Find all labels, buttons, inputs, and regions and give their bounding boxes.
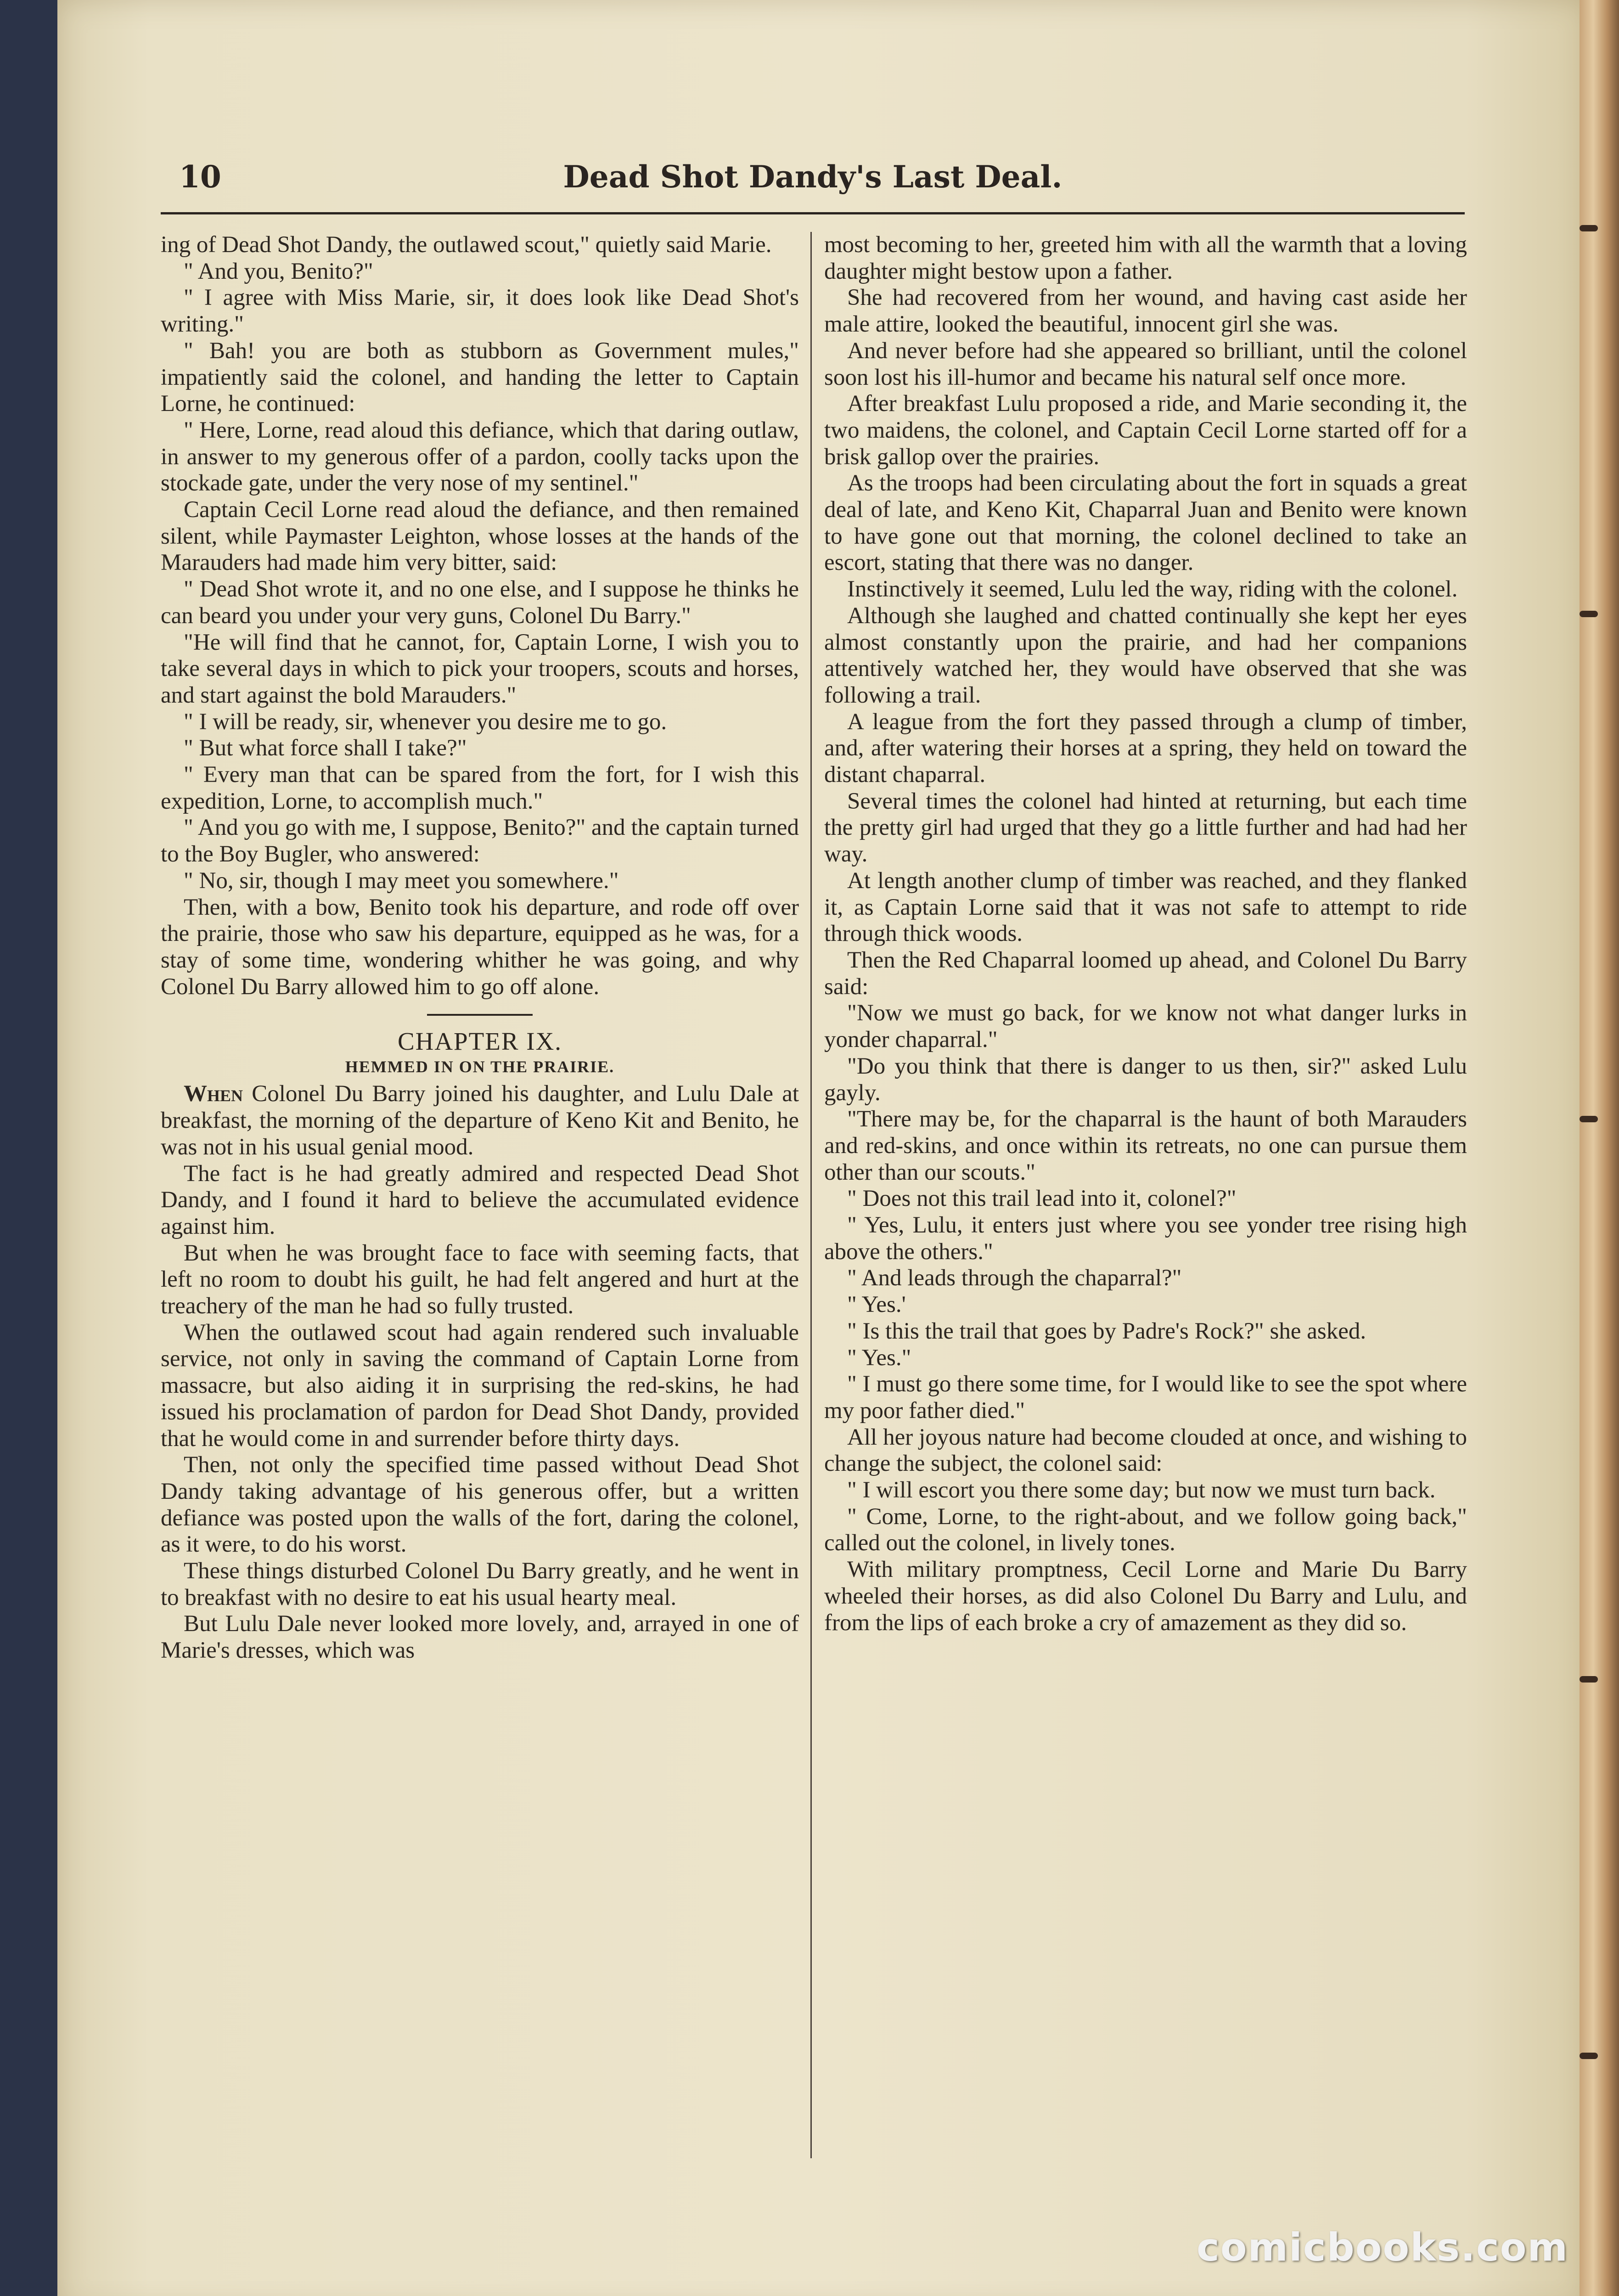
paragraph: "Do you think that there is danger to us then, sir?" asked Lulu gayly. bbox=[824, 1053, 1467, 1106]
paragraph: At length another clump of timber was reached, and they flanked it, as Captain Lorne said that it was not safe to attempt to ride through thick woods. bbox=[824, 867, 1467, 947]
paragraph: " And you go with me, I suppose, Benito?" and the captain turned to the Boy Bugler, who answered: bbox=[161, 815, 799, 867]
paragraph: When the outlawed scout had again rendered such invaluable service, not only in saving the command of Captain Lorne from massacre, but also aiding it in surprising the red-skins, he had issued his proclamation of pardon for Dead Shot Dandy, provided that he would come in and surrender before thirty days. bbox=[161, 1319, 799, 1452]
paragraph: But Lulu Dale never looked more lovely, and, arrayed in one of Marie's dresses, which was bbox=[161, 1611, 799, 1664]
running-title: Dead Shot Dandy's Last Deal. bbox=[563, 159, 1062, 195]
header-rule bbox=[161, 212, 1465, 214]
chapter-opening-text: Colonel Du Barry joined his daughter, and Lulu Dale at breakfast, the morning of the departure of Keno Kit and Benito, he was not in his usual genial mood. bbox=[161, 1081, 799, 1160]
page-number: 10 bbox=[179, 159, 221, 195]
paragraph: But when he was brought face to face with seeming facts, that left no room to doubt his guilt, he had felt angered and hurt at the treachery of the man he had so fully trusted. bbox=[161, 1240, 799, 1319]
page-header bbox=[161, 152, 1465, 202]
paragraph: " Every man that can be spared from the fort, for I wish this expedition, Lorne, to accomplish much." bbox=[161, 762, 799, 814]
paragraph: After breakfast Lulu proposed a ride, and Marie seconding it, the two maidens, the colonel, and Captain Cecil Lorne started off for a brisk gallop over the prairies. bbox=[824, 391, 1467, 470]
paragraph: " No, sir, though I may meet you somewhere." bbox=[184, 867, 619, 894]
paragraph: All her joyous nature had become clouded at once, and wishing to change the subject, the colonel said: bbox=[824, 1424, 1467, 1477]
paragraph: " I will be ready, sir, whenever you desire me to go. bbox=[184, 709, 667, 735]
paragraph: " I agree with Miss Marie, sir, it does look like Dead Shot's writing." bbox=[161, 285, 799, 338]
book-spine bbox=[1580, 0, 1619, 2296]
paragraph: " Bah! you are both as stubborn as Government mules," impatiently said the colonel, and handing the letter to Captain Lorne, he continued: bbox=[161, 338, 799, 417]
chapter-subtitle: HEMMED IN ON THE PRAIRIE. bbox=[345, 1058, 615, 1076]
paragraph: " Come, Lorne, to the right-about, and we follow going back," called out the colonel, in lively tones. bbox=[824, 1503, 1467, 1556]
paragraph: "Now we must go back, for we know not what danger lurks in yonder chaparral." bbox=[824, 1000, 1467, 1053]
paragraph: " Dead Shot wrote it, and no one else, and I suppose he thinks he can beard you under your very guns, Colonel Du Barry." bbox=[161, 576, 799, 629]
paragraph: " And you, Benito?" bbox=[184, 258, 373, 284]
binding-stitch bbox=[1580, 1676, 1598, 1683]
paragraph: " Yes." bbox=[847, 1345, 911, 1371]
binding-stitch bbox=[1580, 1116, 1598, 1122]
chapter-opening-paragraph bbox=[161, 1081, 799, 1160]
paragraph: " I will escort you there some day; but now we must turn back. bbox=[847, 1477, 1436, 1503]
right-column bbox=[824, 232, 1467, 2239]
paragraph: Then the Red Chaparral loomed up ahead, and Colonel Du Barry said: bbox=[824, 947, 1467, 1000]
paragraph: " Here, Lorne, read aloud this defiance, which that daring outlaw, in answer to my generous offer of a pardon, coolly tacks upon the stockade gate, under the very nose of my sentinel." bbox=[161, 417, 799, 496]
chapter-first-word: When bbox=[184, 1081, 243, 1107]
paragraph: " But what force shall I take?" bbox=[184, 735, 467, 761]
paragraph: " And leads through the chaparral?" bbox=[847, 1265, 1182, 1291]
paragraph: Although she laughed and chatted continually she kept her eyes almost constantly upon the prairie, and had her companions attentively watched her, they would have observed that she was following a trail. bbox=[824, 602, 1467, 708]
paragraph: The fact is he had greatly admired and respected Dead Shot Dandy, and I found it hard to believe the accumulated evidence against him. bbox=[161, 1160, 799, 1239]
paragraph: These things disturbed Colonel Du Barry greatly, and he went in to breakfast with no desire to eat his usual hearty meal. bbox=[161, 1558, 799, 1610]
paragraph: most becoming to her, greeted him with all the warmth that a loving daughter might bestow upon a father. bbox=[824, 232, 1467, 284]
paragraph: " Does not this trail lead into it, colonel?" bbox=[847, 1186, 1237, 1212]
paragraph: Several times the colonel had hinted at returning, but each time the pretty girl had urged that they go a little further and had had her way. bbox=[824, 788, 1467, 867]
paragraph: Captain Cecil Lorne read aloud the defiance, and then remained silent, while Paymaster Leighton, whose losses at the hands of the Marauders had made him very bitter, said: bbox=[161, 497, 799, 576]
paragraph: As the troops had been circulating about the fort in squads a great deal of late, and Keno Kit, Chaparral Juan and Benito were known to have gone out that morning, the colonel declined to take an escort, stating that there was no danger. bbox=[824, 470, 1467, 576]
paragraph: " I must go there some time, for I would like to see the spot where my poor father died." bbox=[824, 1371, 1467, 1424]
paragraph: With military promptness, Cecil Lorne and Marie Du Barry wheeled their horses, as did also Colonel Du Barry and Lulu, and from the lips of each broke a cry of amazement as they did so. bbox=[824, 1557, 1467, 1636]
paragraph: Then, with a bow, Benito took his departure, and rode off over the prairie, those who saw his departure, equipped as he was, for a stay of some time, wondering whither he was going, and why Colonel Du Barry allowed him to go off alone. bbox=[161, 894, 799, 1000]
paragraph: " Is this the trail that goes by Padre's Rock?" she asked. bbox=[847, 1318, 1366, 1344]
column-divider bbox=[810, 232, 812, 2158]
paragraph: "He will find that he cannot, for, Captain Lorne, I wish you to take several days in which to pick your troopers, scouts and horses, and start against the bold Marauders." bbox=[161, 629, 799, 708]
paragraph: " Yes.' bbox=[847, 1292, 906, 1318]
paragraph: Instinctively it seemed, Lulu led the way, riding with the colonel. bbox=[847, 576, 1458, 602]
paragraph: "There may be, for the chaparral is the haunt of both Marauders and red-skins, and once within its retreats, no one can pursue them other than our scouts." bbox=[824, 1106, 1467, 1185]
chapter-title: CHAPTER IX. bbox=[397, 1027, 562, 1056]
binding-stitch bbox=[1580, 225, 1598, 231]
left-column bbox=[161, 232, 799, 2239]
paragraph: And never before had she appeared so brilliant, until the colonel soon lost his ill-humor and became his natural self once more. bbox=[824, 338, 1467, 390]
binding-stitch bbox=[1580, 2053, 1598, 2059]
paragraph: ing of Dead Shot Dandy, the outlawed scout," quietly said Marie. bbox=[161, 232, 772, 258]
paragraph: She had recovered from her wound, and having cast aside her male attire, looked the beautiful, innocent girl she was. bbox=[824, 285, 1467, 338]
paragraph: " Yes, Lulu, it enters just where you see yonder tree rising high above the others." bbox=[824, 1212, 1467, 1265]
paragraph: Then, not only the specified time passed without Dead Shot Dandy taking advantage of his generous offer, but a written defiance was posted upon the walls of the fort, daring the colonel, as it were, to do his worst. bbox=[161, 1452, 799, 1558]
chapter-divider bbox=[427, 1014, 533, 1016]
paragraph: A league from the fort they passed through a clump of timber, and, after watering their horses at a spring, they held on toward the distant chaparral. bbox=[824, 709, 1467, 788]
binding-stitch bbox=[1580, 611, 1598, 617]
site-watermark: comicbooks.com bbox=[1197, 2225, 1568, 2270]
